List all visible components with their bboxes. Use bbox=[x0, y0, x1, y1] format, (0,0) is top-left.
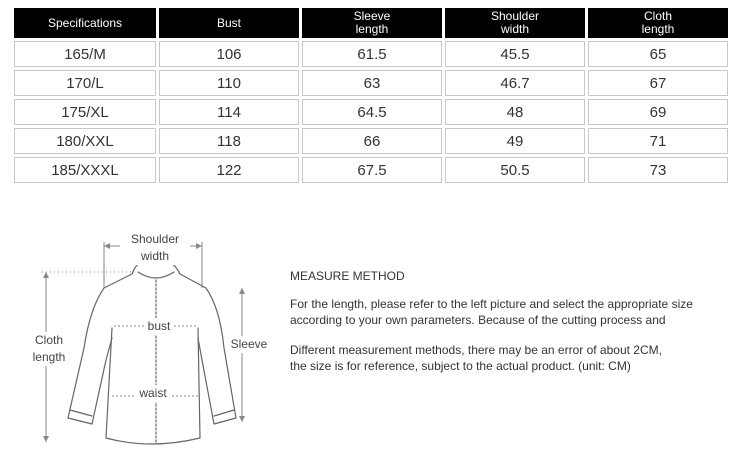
cell-size: 185/XXXL bbox=[14, 157, 156, 183]
shoulder-width-label: Shoulder width bbox=[120, 231, 190, 265]
header-cloth-length: Cloth length bbox=[588, 8, 728, 38]
cell-sleeve: 61.5 bbox=[302, 41, 442, 67]
cell-sleeve: 66 bbox=[302, 128, 442, 154]
waist-label: waist bbox=[134, 385, 172, 402]
header-sleeve-length: Sleeve length bbox=[302, 8, 442, 38]
table-row bbox=[14, 157, 728, 183]
cell-shoulder: 48 bbox=[445, 99, 585, 125]
measure-method-text: the size is for reference, subject to the actual product. (unit: CM) bbox=[290, 359, 631, 373]
cell-length: 71 bbox=[588, 128, 728, 154]
cell-bust: 114 bbox=[159, 99, 299, 125]
cell-sleeve: 63 bbox=[302, 70, 442, 96]
cell-length: 73 bbox=[588, 157, 728, 183]
cell-size: 165/M bbox=[14, 41, 156, 67]
bust-label: bust bbox=[144, 318, 174, 335]
sleeve-length-label: Sleeve bbox=[228, 336, 270, 353]
cell-size: 180/XXL bbox=[14, 128, 156, 154]
header-specifications: Specifications bbox=[14, 8, 156, 38]
cloth-length-label: Cloth length bbox=[24, 332, 74, 366]
table-row bbox=[14, 99, 728, 125]
table-header-row bbox=[14, 8, 728, 38]
cell-length: 67 bbox=[588, 70, 728, 96]
cell-length: 69 bbox=[588, 99, 728, 125]
cell-size: 170/L bbox=[14, 70, 156, 96]
measure-method-section bbox=[290, 268, 740, 374]
cell-shoulder: 45.5 bbox=[445, 41, 585, 67]
size-chart-table bbox=[11, 5, 731, 186]
cell-shoulder: 50.5 bbox=[445, 157, 585, 183]
table-row bbox=[14, 128, 728, 154]
cell-length: 65 bbox=[588, 41, 728, 67]
measure-method-title: MEASURE METHOD bbox=[290, 269, 405, 283]
table-row bbox=[14, 41, 728, 67]
measure-method-text: Different measurement methods, there may be an error of about 2CM, bbox=[290, 343, 662, 357]
cell-bust: 118 bbox=[159, 128, 299, 154]
measure-method-text: according to your own parameters. Because of the cutting process and bbox=[290, 313, 666, 327]
measure-method-text: For the length, please refer to the left picture and select the appropriate size bbox=[290, 297, 693, 311]
cell-shoulder: 46.7 bbox=[445, 70, 585, 96]
cell-bust: 122 bbox=[159, 157, 299, 183]
garment-measurement-diagram bbox=[20, 228, 280, 456]
header-shoulder-width: Shoulder width bbox=[445, 8, 585, 38]
cell-bust: 106 bbox=[159, 41, 299, 67]
cell-sleeve: 64.5 bbox=[302, 99, 442, 125]
cell-sleeve: 67.5 bbox=[302, 157, 442, 183]
cell-bust: 110 bbox=[159, 70, 299, 96]
cell-shoulder: 49 bbox=[445, 128, 585, 154]
header-bust: Bust bbox=[159, 8, 299, 38]
cell-size: 175/XL bbox=[14, 99, 156, 125]
table-row bbox=[14, 70, 728, 96]
